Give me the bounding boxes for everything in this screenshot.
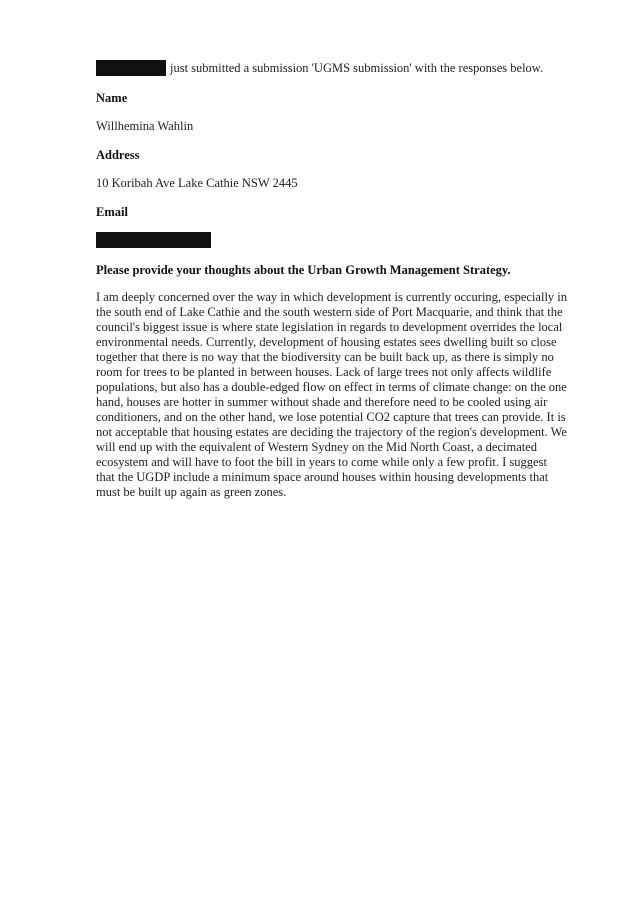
answer-line: together that there is no way that the biodiversity can be built back up, as there is simply no [96,350,554,364]
answer-line: ecosystem and will have to foot the bill in years to come while only a few profit. I suggest [96,455,547,469]
submission-intro [96,60,543,77]
answer-line: that the UGDP include a minimum space around houses within housing developments that [96,470,549,484]
answer-line: council's biggest issue is where state legislation in regards to development overrides the local [96,320,563,334]
answer-line: conditioners, and on the other hand, we lose potential CO2 capture that trees can provide. It is [96,410,566,424]
answer-line: must be built up again as green zones. [96,485,287,499]
answer-line: environmental needs. Currently, development of housing estates sees dwelling built so close [96,335,557,349]
question-label: Please provide your thoughts about the Urban Growth Management Strategy. [96,263,511,277]
answer-line: hand, houses are hotter in summer without shade and therefore need to be cooled using air [96,395,548,409]
answer-line: room for trees to be planted in between houses. Lack of large trees not only affects wildlife [96,365,552,379]
redacted-email [96,232,211,248]
answer-line: populations, but also has a double-edged flow on effect in terms of climate change: on the one [96,380,567,394]
answer-line: the south end of Lake Cathie and the south western side of Port Macquarie, and think that the [96,305,563,319]
name-value: Willhemina Wahlin [96,119,194,133]
redacted-sender-name [96,60,166,76]
name-label: Name [96,91,128,105]
address-label: Address [96,148,140,162]
answer-line: will end up with the equivalent of Western Sydney on the Mid North Coast, a decimated [96,440,538,454]
answer-line: not acceptable that housing estates are deciding the trajectory of the region's development. We [96,425,567,439]
answer-line: I am deeply concerned over the way in which development is currently occuring, especially in [96,290,568,304]
address-value: 10 Koribah Ave Lake Cathie NSW 2445 [96,176,298,190]
intro-text: just submitted a submission 'UGMS submission' with the responses below. [170,61,544,75]
answer-text [96,290,568,500]
email-label: Email [96,205,128,219]
